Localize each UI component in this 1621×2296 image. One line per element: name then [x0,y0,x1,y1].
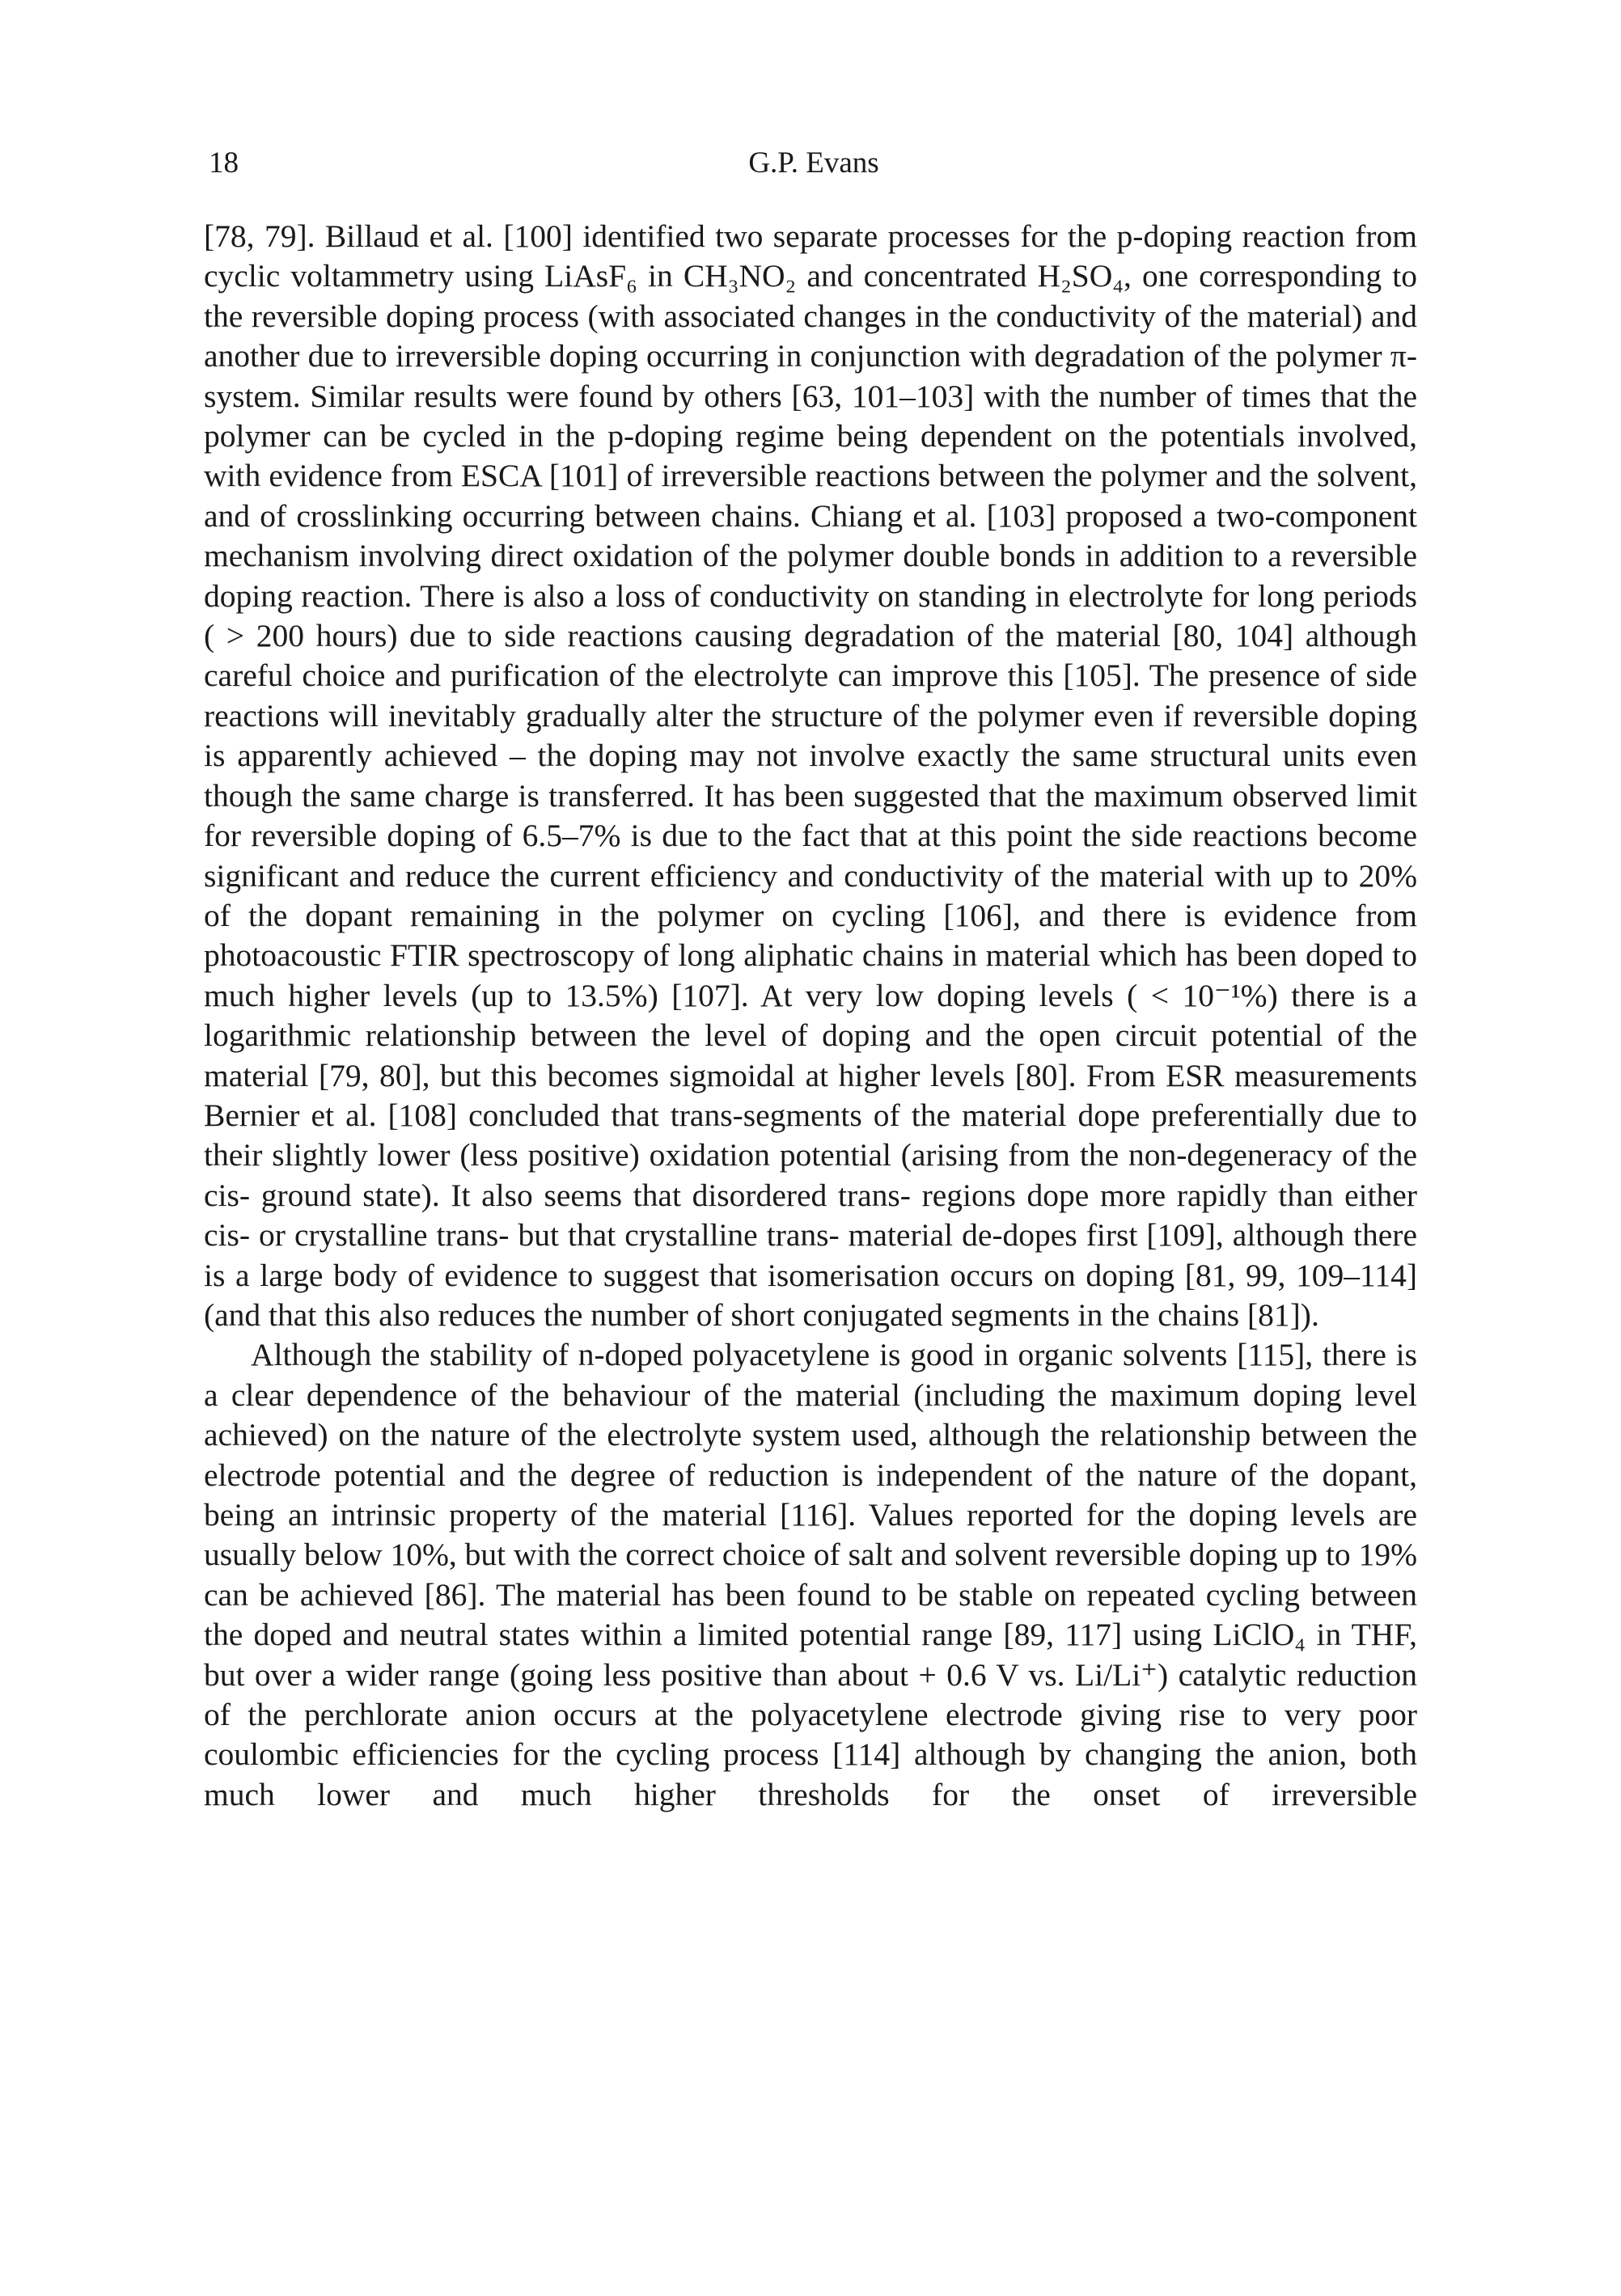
body-text [204,217,1417,1815]
paragraph-1: [78, 79]. Billaud et al. [100] identified two separate processes for the p-doping reaction from cyclic voltammetry using LiAsF₆ in CH₃NO₂ and concentrated H₂SO₄, one corresponding to the reversible doping process (with associated changes in the conductivity of the material) and another due to irreversible doping occurring in conjunction with degradation of the polymer π-system. Similar results were found by others [63, 101–103] with the number of times that the polymer can be cycled in the p-doping regime being dependent on the potentials involved, with evidence from ESCA [101] of irreversible reactions between the polymer and the solvent, and of crosslinking occurring between chains. Chiang et al. [103] proposed a two-component mechanism involving direct oxidation of the polymer double bonds in addition to a reversible doping reaction. There is also a loss of conductivity on standing in electrolyte for long periods ( > 200 hours) due to side reactions causing degradation of the material [80, 104] although careful choice and purification of the electrolyte can improve this [105]. The presence of side reactions will inevitably gradually alter the structure of the polymer even if reversible doping is apparently achieved – the doping may not involve exactly the same structural units even though the same charge is transferred. It has been suggested that the maximum observed limit for reversible doping of 6.5–7% is due to the fact that at this point the side reactions become significant and reduce the current efficiency and conductivity of the material with up to 20% of the dopant remaining in the polymer on cycling [106], and there is evidence from photoacoustic FTIR spectroscopy of long aliphatic chains in material which has been doped to much higher levels (up to 13.5%) [107]. At very low doping levels ( < 10⁻¹%) there is a logarithmic relationship between the level of doping and the open circuit potential of the material [79, 80], but this becomes sigmoidal at higher levels [80]. From ESR measurements Bernier et al. [108] concluded that trans-segments of the material dope preferentially due to their slightly lower (less positive) oxidation potential (arising from the non-degeneracy of the cis- ground state). It also seems that disordered trans- regions dope more rapidly than either cis- or crystalline trans- but that crystalline trans- material de-dopes first [109], although there is a large body of evidence to suggest that isomerisation occurs on doping [81, 99, 109–114] (and that this also reduces the number of short conjugated segments in the chains [81]). [204,218,1417,1333]
page-number: 18 [209,146,239,180]
paragraph-2: Although the stability of n-doped polyacetylene is good in organic solvents [115], there is a clear dependence of the behaviour of the material (including the maximum doping level achieved) on the nature of the electrolyte system used, although the relationship between the electrode potential and the degree of reduction is independent of the nature of the dopant, being an intrinsic property of the material [116]. Values reported for the doping levels are usually below 10%, but with the correct choice of salt and solvent reversible doping up to 19% can be achieved [86]. The material has been found to be stable on repeated cycling between the doped and neutral states within a limited potential range [89, 117] using LiClO₄ in THF, but over a wider range (going less positive than about + 0.6 V vs. Li/Li⁺) catalytic reduction of the perchlorate anion occurs at the polyacetylene electrode giving rise to very poor coulombic efficiencies for the cycling process [114] although by changing the anion, both much lower and much higher thresholds for the onset of irreversible [204,1337,1417,1812]
running-head: G.P. Evans [748,146,879,180]
page-header [209,146,1419,194]
